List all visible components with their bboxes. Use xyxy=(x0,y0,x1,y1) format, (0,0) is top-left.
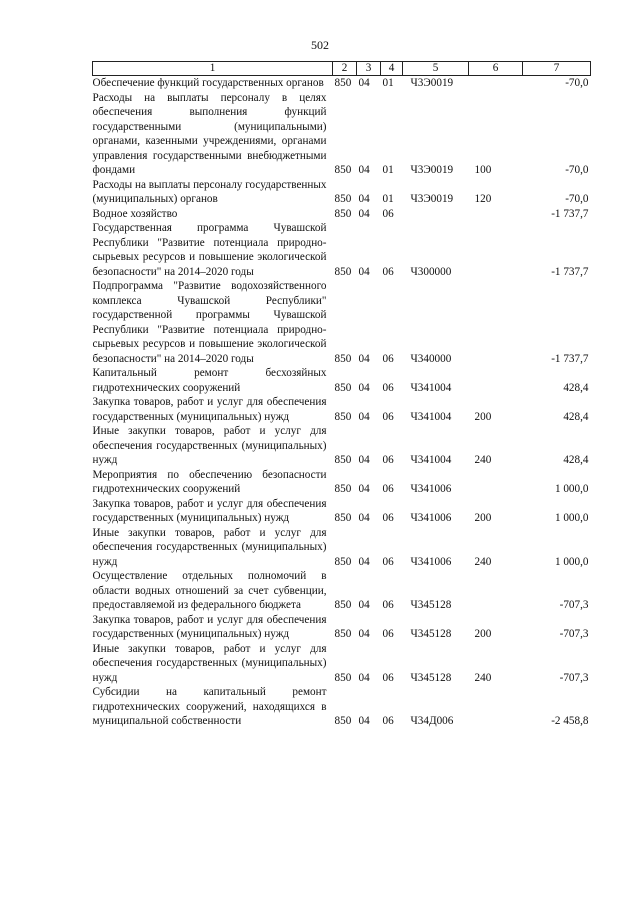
cell-target-article: Ч345128 xyxy=(410,628,452,640)
cell-grbs: 850 xyxy=(334,512,352,524)
cell-target-article: Ч345128 xyxy=(410,671,452,684)
cell-name: Капитальный ремонт бесхозяйных гидротехнических сооружений xyxy=(92,367,327,394)
cell-section: 04 xyxy=(358,671,370,684)
cell-expense-type xyxy=(469,76,523,91)
table-row xyxy=(93,497,591,526)
cell-subsection: 06 xyxy=(382,265,394,278)
cell-target-article: Ч341006 xyxy=(410,555,452,568)
cell-grbs: 850 xyxy=(334,164,352,176)
table-row xyxy=(93,366,591,395)
cell-subsection: 06 xyxy=(382,512,394,524)
table-row xyxy=(93,178,591,207)
cell-section: 04 xyxy=(358,77,370,89)
cell-subsection: 06 xyxy=(382,410,394,423)
cell-section: 04 xyxy=(358,207,370,220)
cell-name: Осуществление отдельных полномочий в области водных отношений за счет субвенции, предоставляемой из федерального бюджета xyxy=(92,570,327,611)
cell-target-article: Ч341006 xyxy=(410,483,452,495)
cell-section: 04 xyxy=(358,555,370,568)
cell-expense-type xyxy=(469,279,523,366)
cell-expense-type xyxy=(469,468,523,497)
cell-grbs: 850 xyxy=(334,483,352,495)
cell-grbs: 850 xyxy=(334,410,352,423)
cell-name: Закупка товаров, работ и услуг для обеспечения государственных (муниципальных) нужд xyxy=(92,613,327,640)
cell-section: 04 xyxy=(358,483,370,495)
cell-expense-type: 200 xyxy=(474,410,492,423)
table-row xyxy=(93,613,591,642)
cell-expense-type: 120 xyxy=(474,193,492,205)
cell-grbs: 850 xyxy=(334,381,352,394)
cell-name: Расходы на выплаты персоналу в целях обеспечения выполнения функций государственными (муниципальными) органами, казенными учреждениями, органами управления государственными внебюджетными фондами xyxy=(92,91,327,176)
cell-grbs: 850 xyxy=(334,265,352,278)
cell-target-article: Ч3Э0019 xyxy=(410,193,454,205)
table-row xyxy=(93,91,591,178)
table-row xyxy=(93,221,591,279)
table-header xyxy=(93,62,591,76)
header-col-expense-type: 6 xyxy=(469,62,523,76)
cell-amount: -707,3 xyxy=(559,599,589,611)
cell-subsection: 06 xyxy=(382,671,394,684)
cell-name: Подпрограмма "Развитие водохозяйственного комплекса Чувашской Республики" государственной программы Чувашской Республики "Развитие потенциала природно-сырьевых ресурсов и повышение экологической безопасности" на 2014–2020 годы xyxy=(92,280,327,365)
budget-table xyxy=(92,61,591,729)
cell-expense-type: 200 xyxy=(474,628,492,640)
table-row xyxy=(93,76,591,91)
cell-target-article: Ч3Э0019 xyxy=(410,77,454,89)
cell-name: Водное хозяйство xyxy=(92,207,178,220)
cell-section: 04 xyxy=(358,164,370,176)
cell-target-article xyxy=(403,207,469,222)
cell-expense-type: 100 xyxy=(474,164,492,176)
cell-name: Иные закупки товаров, работ и услуг для обеспечения государственных (муниципальных) нужд xyxy=(92,642,327,684)
cell-subsection: 06 xyxy=(382,454,394,466)
cell-expense-type xyxy=(469,366,523,395)
cell-name: Расходы на выплаты персоналу государственных (муниципальных) органов xyxy=(92,178,327,205)
table-row xyxy=(93,685,591,729)
cell-amount: 428,4 xyxy=(563,381,589,394)
cell-subsection: 06 xyxy=(382,555,394,568)
cell-subsection: 01 xyxy=(382,193,394,205)
cell-amount: -70,0 xyxy=(565,164,589,176)
cell-target-article: Ч341004 xyxy=(410,381,452,394)
cell-section: 04 xyxy=(358,454,370,466)
cell-section: 04 xyxy=(358,265,370,278)
cell-target-article: Ч341006 xyxy=(410,512,452,524)
cell-target-article: Ч300000 xyxy=(410,265,452,278)
cell-amount: -707,3 xyxy=(559,671,589,684)
cell-subsection: 06 xyxy=(382,715,394,727)
header-row xyxy=(93,62,591,76)
cell-section: 04 xyxy=(358,381,370,394)
header-col-target-article: 5 xyxy=(403,62,469,76)
header-col-name: 1 xyxy=(93,62,333,76)
table-row xyxy=(93,642,591,686)
cell-section: 04 xyxy=(358,352,370,365)
cell-subsection: 06 xyxy=(382,483,394,495)
cell-name: Государственная программа Чувашской Республики "Развитие потенциала природно-сырьевых ресурсов и повышение экологической безопасности" на 2014–2020 годы xyxy=(92,222,327,278)
header-col-subsection: 4 xyxy=(381,62,403,76)
cell-grbs: 850 xyxy=(334,555,352,568)
cell-target-article: Ч34Д006 xyxy=(410,715,454,727)
cell-amount: -2 458,8 xyxy=(551,715,589,727)
table-row xyxy=(93,395,591,424)
page-number: 502 xyxy=(311,38,329,52)
cell-amount: 1 000,0 xyxy=(554,512,589,524)
cell-subsection: 06 xyxy=(382,352,394,365)
table-row xyxy=(93,526,591,570)
cell-name: Закупка товаров, работ и услуг для обеспечения государственных (муниципальных) нужд xyxy=(92,396,327,423)
cell-amount: 428,4 xyxy=(563,454,589,466)
header-col-grbs: 2 xyxy=(333,62,357,76)
cell-target-article: Ч3Э0019 xyxy=(410,164,454,176)
table-row xyxy=(93,424,591,468)
cell-target-article: Ч345128 xyxy=(410,599,452,611)
cell-amount: 1 000,0 xyxy=(554,555,589,568)
cell-section: 04 xyxy=(358,193,370,205)
table-row xyxy=(93,569,591,613)
cell-grbs: 850 xyxy=(334,671,352,684)
header-col-section: 3 xyxy=(357,62,381,76)
cell-amount: 1 000,0 xyxy=(554,483,589,495)
cell-section: 04 xyxy=(358,512,370,524)
cell-amount: -70,0 xyxy=(565,193,589,205)
cell-grbs: 850 xyxy=(334,352,352,365)
cell-amount: -1 737,7 xyxy=(551,352,589,365)
cell-name: Субсидии на капитальный ремонт гидротехнических сооружений, находящихся в муниципальной собственности xyxy=(92,686,327,727)
cell-amount: -1 737,7 xyxy=(551,207,589,220)
cell-subsection: 06 xyxy=(382,381,394,394)
cell-expense-type: 200 xyxy=(474,512,492,524)
cell-expense-type xyxy=(469,685,523,729)
cell-amount: 428,4 xyxy=(563,410,589,423)
table-body xyxy=(93,76,591,729)
cell-amount: -707,3 xyxy=(559,628,589,640)
cell-amount: -70,0 xyxy=(565,77,589,89)
cell-expense-type xyxy=(469,207,523,222)
cell-target-article: Ч341004 xyxy=(410,454,452,466)
table-row xyxy=(93,468,591,497)
cell-section: 04 xyxy=(358,410,370,423)
cell-name: Обеспечение функций государственных органов xyxy=(92,77,324,89)
cell-expense-type: 240 xyxy=(474,555,492,568)
table-row xyxy=(93,279,591,366)
cell-section: 04 xyxy=(358,599,370,611)
cell-subsection: 06 xyxy=(382,599,394,611)
cell-grbs: 850 xyxy=(334,207,352,220)
cell-grbs: 850 xyxy=(334,77,352,89)
cell-expense-type: 240 xyxy=(474,454,492,466)
cell-name: Мероприятия по обеспечению безопасности гидротехнических сооружений xyxy=(92,468,327,495)
cell-grbs: 850 xyxy=(334,454,352,466)
cell-target-article: Ч341004 xyxy=(410,410,452,423)
cell-subsection: 01 xyxy=(382,77,394,89)
cell-section: 04 xyxy=(358,715,370,727)
cell-grbs: 850 xyxy=(334,193,352,205)
cell-subsection: 01 xyxy=(382,164,394,176)
cell-target-article: Ч340000 xyxy=(410,352,452,365)
cell-subsection: 06 xyxy=(382,207,394,220)
cell-expense-type xyxy=(469,221,523,279)
cell-subsection: 06 xyxy=(382,628,394,640)
cell-name: Закупка товаров, работ и услуг для обеспечения государственных (муниципальных) нужд xyxy=(92,497,327,524)
cell-grbs: 850 xyxy=(334,599,352,611)
table-row xyxy=(93,207,591,222)
cell-expense-type: 240 xyxy=(474,671,492,684)
cell-amount: -1 737,7 xyxy=(551,265,589,278)
cell-grbs: 850 xyxy=(334,715,352,727)
cell-expense-type xyxy=(469,569,523,613)
header-col-amount: 7 xyxy=(523,62,591,76)
cell-section: 04 xyxy=(358,628,370,640)
cell-name: Иные закупки товаров, работ и услуг для обеспечения государственных (муниципальных) нужд xyxy=(92,425,327,466)
cell-name: Иные закупки товаров, работ и услуг для обеспечения государственных (муниципальных) нужд xyxy=(92,526,327,568)
cell-grbs: 850 xyxy=(334,628,352,640)
